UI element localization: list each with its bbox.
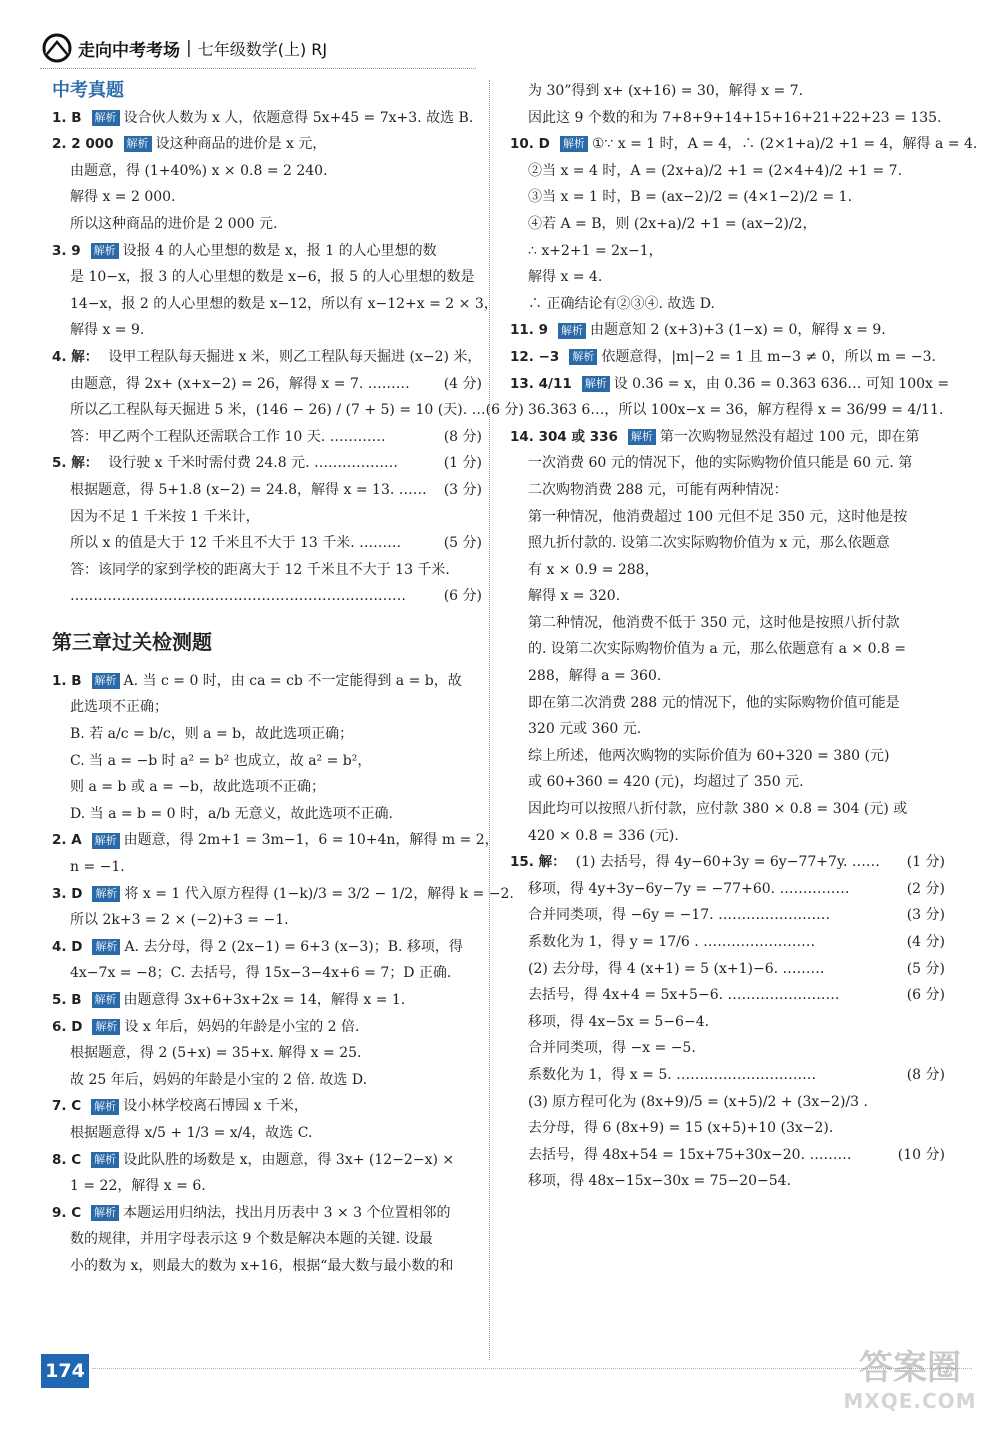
answer-item <box>52 827 499 854</box>
line-text: 故 25 年后，妈妈的年龄是小宝的 2 倍. 故选 D. <box>70 1071 368 1088</box>
watermark-url: MXQE.COM <box>843 1389 977 1413</box>
score-mark: (4 分) <box>906 934 945 950</box>
answer-line <box>510 504 945 531</box>
answer-line <box>510 450 945 477</box>
line-text: 由题意，得 2x+ (x+x−2) = 26，解得 x = 7. ……… <box>70 375 410 392</box>
line-text: 由题意知 2 (x+3)+3 (1−x) = 0，解得 x = 9. <box>590 322 886 339</box>
line-text: ③当 x = 1 时，B = (ax−2)/2 = (4×1−2)/2 = 1. <box>528 189 853 206</box>
line-text: 移项，得 4y+3y−6y−7y = −77+60. …………… <box>528 880 850 897</box>
line-text: 数的规律，并用字母表示这 9 个数是解决本题的关键. 设最 <box>70 1231 433 1248</box>
answer-line <box>52 211 482 238</box>
answer-line <box>52 1253 482 1280</box>
answer-line <box>52 854 482 881</box>
line-text: 320 元或 360 元. <box>528 721 642 738</box>
line-text: ∴ 正确结论有②③④. 故选 D. <box>528 295 715 312</box>
answer-line <box>52 317 482 344</box>
line-text: 移项，得 48x−15x−30x = 75−20−54. <box>528 1173 792 1190</box>
answer-item <box>52 1093 482 1120</box>
line-text: 所以乙工程队每天掘进 5 米，(146 − 26) / (7 + 5) = 10 (天). … <box>70 402 486 419</box>
analysis-badge: 解析 <box>92 833 120 849</box>
answer-item <box>52 450 482 477</box>
line-text: ②当 x = 4 时，A = (2x+a)/2 +1 = (2×4+4)/2 +1 = 7. <box>528 162 903 179</box>
line-text: 解得 x = 4. <box>528 269 603 286</box>
line-text: 设行驶 x 千米时需付费 24.8 元. ……………… <box>108 455 399 472</box>
answer-line <box>510 238 945 265</box>
answer-line <box>510 610 945 637</box>
line-text: C. 当 a = −b 时 a² = b² 也成立，故 a² = b²， <box>70 752 372 769</box>
chapter-title <box>52 616 482 668</box>
section-heading <box>52 78 482 105</box>
line-text: 因为不足 1 千米按 1 千米计， <box>70 508 260 525</box>
answer-line <box>52 801 482 828</box>
answer-line <box>52 291 498 318</box>
answer-item <box>52 344 482 371</box>
line-text: D. 当 a = b = 0 时，a/b 无意义，故此选项不正确. <box>70 805 393 822</box>
line-text: 设甲工程队每天掘进 x 米，则乙工程队每天掘进 (x−2) 米， <box>108 348 482 365</box>
answer-line <box>52 530 482 557</box>
question-number: 1. B <box>52 672 82 689</box>
line-text: 根据题意，得 5+1.8 (x−2) = 24.8，解得 x = 13. …… <box>70 481 427 498</box>
question-number: 5. 解： <box>52 455 99 472</box>
score-mark: (10 分) <box>897 1146 945 1163</box>
line-text: 设 0.36̇ = x，由 0.36̇ = 0.363 636… 可知 100x = <box>613 375 950 392</box>
score-mark: (3 分) <box>443 481 482 498</box>
answer-item <box>52 105 482 132</box>
answer-line <box>52 774 482 801</box>
line-text: 去括号，得 48x+54 = 15x+75+30x−20. ……… <box>528 1146 852 1163</box>
analysis-badge: 解析 <box>92 1019 120 1035</box>
line-text: 36.363 6…，所以 100x−x = 36，解方程得 x = 36/99 = 4/11. <box>528 402 944 419</box>
answer-line <box>510 716 945 743</box>
answer-line <box>510 1142 945 1169</box>
line-text: (2) 去分母，得 4 (x+1) = 5 (x+1)−6. ……… <box>528 960 825 977</box>
answer-line <box>510 530 945 557</box>
line-text: 14−x，报 2 的人心里想的数是 x−12，所以有 x−12+x = 2 × 3， <box>70 295 498 312</box>
score-mark: (6 分) <box>906 987 945 1004</box>
analysis-badge: 解析 <box>92 992 120 1008</box>
question-number: 9. C <box>52 1204 82 1221</box>
line-text: 解得 x = 320. <box>528 588 621 605</box>
line-text: B. 若 a/c = b/c，则 a = b，故此选项正确； <box>70 726 354 743</box>
line-text: 中考真题 <box>52 80 124 101</box>
score-mark: (5 分) <box>906 960 945 977</box>
answer-line <box>510 636 945 663</box>
series-title: 走向中考考场 <box>78 40 180 61</box>
answer-item <box>52 131 482 158</box>
line-text: 答：该同学的家到学校的距离大于 12 千米且不大于 13 千米. <box>70 561 450 578</box>
analysis-badge: 解析 <box>569 349 597 365</box>
line-text: 此选项不正确； <box>70 699 168 716</box>
line-text: 第三章过关检测题 <box>52 629 212 654</box>
line-text: 所以 2k+3 = 2 × (−2)+3 = −1. <box>70 912 289 929</box>
watermark-logo <box>835 1340 985 1430</box>
line-text: 则 a = b 或 a = −b，故此选项不正确； <box>70 779 325 796</box>
answer-item <box>52 934 482 961</box>
line-text: 1 = 22，解得 x = 6. <box>70 1178 206 1195</box>
question-number: 7. C <box>52 1098 82 1115</box>
question-number: 11. 9 <box>510 322 549 339</box>
page-header <box>40 30 327 66</box>
line-text: 根据题意，得 2 (5+x) = 35+x. 解得 x = 25. <box>70 1045 362 1062</box>
line-text: 由题意，得 2m+1 = 3m−1，6 = 10+4n，解得 m = 2， <box>123 832 499 849</box>
line-text: 合并同类项，得 −x = −5. <box>528 1040 696 1057</box>
answer-line <box>510 982 945 1009</box>
analysis-badge: 解析 <box>91 1099 119 1115</box>
answer-line <box>52 1120 482 1147</box>
answer-line <box>510 397 945 424</box>
page-number: 174 <box>41 1354 89 1388</box>
line-text: 4x−7x = −8；C. 去括号，得 15x−3−4x+6 = 7；D 正确. <box>70 965 452 982</box>
line-text: 所以 x 的值是大于 12 千米且不大于 13 千米. ……… <box>70 535 402 552</box>
score-mark: (4 分) <box>443 375 482 392</box>
question-number: 4. 解： <box>52 348 99 365</box>
answer-item <box>510 371 950 398</box>
line-text: 所以这种商品的进价是 2 000 元. <box>70 215 278 232</box>
line-text: ∴ x+2+1 = 2x−1， <box>528 242 663 259</box>
answer-item <box>510 424 945 451</box>
book-subject: 七年级数学(上) RJ <box>197 39 328 59</box>
question-number: 14. 304 或 336 <box>510 428 618 445</box>
analysis-badge: 解析 <box>92 673 120 689</box>
analysis-badge: 解析 <box>628 429 656 445</box>
line-text: 二次购物消费 288 元，可能有两种情况： <box>528 481 788 498</box>
line-text: 第二种情况，他消费不低于 350 元，这时他是按照八折付款 <box>528 614 900 631</box>
question-number: 5. B <box>52 992 82 1008</box>
answer-line <box>510 1009 945 1036</box>
line-text: ①∵ x = 1 时，A = 4，∴ (2×1+a)/2 +1 = 4，解得 a = 4. <box>591 136 978 153</box>
answer-item <box>510 849 945 876</box>
answer-line <box>510 743 945 770</box>
question-number: 4. D <box>52 938 83 955</box>
line-text: n = −1. <box>70 859 125 876</box>
line-text: 综上所述，他两次购物的实际价值为 60+320 = 380 (元) <box>528 747 890 764</box>
line-text: 设合伙人数为 x 人，依题意得 5x+45 = 7x+3. 故选 B. <box>123 109 474 126</box>
answer-item <box>52 238 482 265</box>
line-text: 本题运用归纳法，找出月历表中 3 × 3 个位置相邻的 <box>123 1204 451 1221</box>
line-text: 设此队胜的场数是 x，由题意，得 3x+ (12−2−x) × <box>123 1151 455 1168</box>
answer-line <box>52 477 482 504</box>
analysis-badge: 解析 <box>92 939 120 955</box>
answer-line <box>52 424 482 451</box>
line-text: (1) 去括号，得 4y−60+3y = 6y−77+7y. …… <box>575 854 880 871</box>
answer-line <box>510 1035 945 1062</box>
line-text: 设小林学校离石博园 x 千米， <box>123 1098 308 1115</box>
line-text: 合并同类项，得 −6y = −17. …………………… <box>528 907 831 924</box>
question-number: 10. D <box>510 136 550 153</box>
answer-line <box>510 291 945 318</box>
answer-line <box>52 504 482 531</box>
header-rule <box>40 68 476 69</box>
analysis-badge: 解析 <box>560 136 588 152</box>
line-text: 设这种商品的进价是 x 元， <box>155 136 327 153</box>
watermark-text: 答案圈 <box>859 1348 961 1388</box>
line-text: 第一次购物显然没有超过 100 元，即在第 <box>659 428 920 445</box>
answer-line <box>510 823 945 850</box>
line-text: 解得 x = 9. <box>70 322 145 339</box>
answer-line <box>510 1115 945 1142</box>
answer-line <box>52 1226 482 1253</box>
analysis-badge: 解析 <box>124 136 152 152</box>
answer-line <box>52 371 482 398</box>
line-text: 移项，得 4x−5x = 5−6−4. <box>528 1013 710 1030</box>
answer-line <box>510 477 945 504</box>
line-text: 由题意，得 (1+40%) x × 0.8 = 2 240. <box>70 162 328 179</box>
line-text: 依题意得，|m|−2 = 1 且 m−3 ≠ 0，所以 m = −3. <box>601 348 937 365</box>
line-text: 420 × 0.8 = 336 (元). <box>528 827 679 844</box>
line-text: 设 x 年后，妈妈的年龄是小宝的 2 倍. <box>124 1018 360 1035</box>
answer-item <box>52 881 514 908</box>
answer-item <box>510 317 945 344</box>
answer-line <box>52 694 482 721</box>
answer-line <box>510 1062 945 1089</box>
answer-line <box>510 769 945 796</box>
answer-line <box>510 211 945 238</box>
question-number: 2. 2 000 <box>52 136 114 153</box>
answer-item <box>52 1200 482 1227</box>
answer-line <box>52 748 482 775</box>
line-text: ④若 A = B，则 (2x+a)/2 +1 = (ax−2)/2， <box>528 215 817 232</box>
score-mark: (1 分) <box>906 854 945 871</box>
answer-line <box>52 158 482 185</box>
question-number: 3. 9 <box>52 242 81 259</box>
answer-line <box>510 956 945 983</box>
question-number: 2. A <box>52 832 82 849</box>
header-divider: | <box>186 38 192 58</box>
analysis-badge: 解析 <box>582 376 610 392</box>
line-text: 由题意得 3x+6+3x+2x = 14，解得 x = 1. <box>123 992 406 1008</box>
line-text: 288，解得 a = 360. <box>528 668 662 685</box>
line-text: 是 10−x，报 3 的人心里想的数是 x−6，报 5 的人心里想的数是 <box>70 269 475 286</box>
line-text: 为 30”得到 x+ (x+16) = 30，解得 x = 7. <box>528 83 804 99</box>
line-text: 系数化为 1，得 y = 17/6 . …………………… <box>528 934 816 950</box>
score-mark: (1 分) <box>443 455 482 472</box>
answer-line <box>52 1040 482 1067</box>
answer-item <box>510 131 978 158</box>
answer-item <box>52 668 482 695</box>
question-number: 12. −3 <box>510 348 560 365</box>
answer-line <box>510 105 945 132</box>
question-number: 15. 解： <box>510 854 566 871</box>
answer-line <box>52 557 482 584</box>
answer-line <box>510 158 945 185</box>
score-mark: (6 分) <box>485 402 524 419</box>
score-mark: (3 分) <box>906 907 945 924</box>
logo-icon <box>40 31 74 65</box>
answer-line <box>510 690 945 717</box>
line-text: 照九折付款的. 设第二次实际购物价值为 x 元，那么依题意 <box>528 535 890 552</box>
line-text: 解得 x = 2 000. <box>70 189 176 206</box>
answer-line <box>510 796 945 823</box>
line-text: 去分母，得 6 (8x+9) = 15 (x+5)+10 (3x−2). <box>528 1120 834 1137</box>
analysis-badge: 解析 <box>92 110 120 126</box>
answer-line <box>52 960 482 987</box>
answer-line <box>510 557 945 584</box>
question-number: 1. B <box>52 109 82 126</box>
score-mark: (2 分) <box>906 880 945 897</box>
answer-line <box>52 184 482 211</box>
line-text: 答：甲乙两个工程队还需联合工作 10 天. ………… <box>70 428 386 445</box>
answer-line <box>52 583 482 610</box>
answer-line <box>52 1173 482 1200</box>
line-text: 的. 设第二次实际购物价值为 a 元，那么依题意有 a × 0.8 = <box>528 641 907 658</box>
score-mark: (5 分) <box>443 535 482 552</box>
line-text: 设报 4 的人心里想的数是 x，报 1 的人心里想的数 <box>122 242 437 259</box>
line-text: 因此这 9 个数的和为 7+8+9+14+15+16+21+22+23 = 135. <box>528 109 942 126</box>
analysis-badge: 解析 <box>91 1152 119 1168</box>
line-text: (3) 原方程可化为 (8x+9)/5 = (x+5)/2 + (3x−2)/3 . <box>528 1093 868 1110</box>
score-mark: (8 分) <box>443 428 482 445</box>
line-text: 一次消费 60 元的情况下，他的实际购物价值只能是 60 元. 第 <box>528 455 913 472</box>
line-text: 第一种情况，他消费超过 100 元但不足 350 元，这时他是按 <box>528 508 908 525</box>
answer-line <box>52 907 482 934</box>
answer-line <box>510 902 945 929</box>
question-number: 8. C <box>52 1151 82 1168</box>
answer-line <box>510 78 945 105</box>
line-text: 将 x = 1 代入原方程得 (1−k)/3 = 3/2 − 1/2，解得 k = −2. <box>124 885 514 902</box>
answer-item <box>52 987 482 1014</box>
line-text: 或 60+360 = 420 (元)，均超过了 350 元. <box>528 774 804 791</box>
answer-line <box>510 1089 945 1116</box>
analysis-badge: 解析 <box>92 886 120 902</box>
answer-line <box>52 1067 482 1094</box>
line-text: ……………………………………………………………… <box>70 588 406 605</box>
column-divider <box>489 80 490 1360</box>
question-number: 3. D <box>52 885 83 902</box>
question-number: 13. 4/11 <box>510 375 572 392</box>
answer-line <box>52 264 482 291</box>
line-text: 因此均可以按照八折付款，应付款 380 × 0.8 = 304 (元) 或 <box>528 801 908 818</box>
line-text: 有 x × 0.9 = 288， <box>528 561 659 578</box>
line-text: A. 去分母，得 2 (2x−1) = 6+3 (x−3)；B. 移项，得 <box>124 938 463 955</box>
answer-item <box>52 1014 482 1041</box>
line-text: A. 当 c = 0 时，由 ca = cb 不一定能得到 a = b，故 <box>123 672 462 689</box>
analysis-badge: 解析 <box>91 1205 119 1221</box>
left-column <box>52 78 524 1280</box>
score-mark: (6 分) <box>443 588 482 605</box>
line-text: 小的数为 x，则最大的数为 x+16，根据“最大数与最小数的和 <box>70 1257 454 1274</box>
score-mark: (8 分) <box>906 1066 945 1083</box>
question-number: 6. D <box>52 1018 83 1035</box>
answer-line <box>510 264 945 291</box>
answer-line <box>52 721 482 748</box>
answer-line <box>510 663 945 690</box>
line-text: 系数化为 1，得 x = 5. ………………………… <box>528 1066 817 1083</box>
answer-item <box>510 344 945 371</box>
answer-line <box>510 184 945 211</box>
answer-item <box>52 1147 482 1174</box>
answer-line <box>510 583 945 610</box>
answer-line <box>510 929 945 956</box>
answer-line <box>510 876 945 903</box>
analysis-badge: 解析 <box>558 323 586 339</box>
line-text: 根据题意得 x/5 + 1/3 = x/4，故选 C. <box>70 1124 313 1141</box>
analysis-badge: 解析 <box>91 243 119 259</box>
answer-line <box>510 1168 945 1195</box>
right-column <box>510 78 978 1195</box>
answer-line <box>52 397 524 424</box>
line-text: 去括号，得 4x+4 = 5x+5−6. …………………… <box>528 987 840 1004</box>
line-text: 即在第二次消费 288 元的情况下，他的实际购物价值可能是 <box>528 694 900 711</box>
